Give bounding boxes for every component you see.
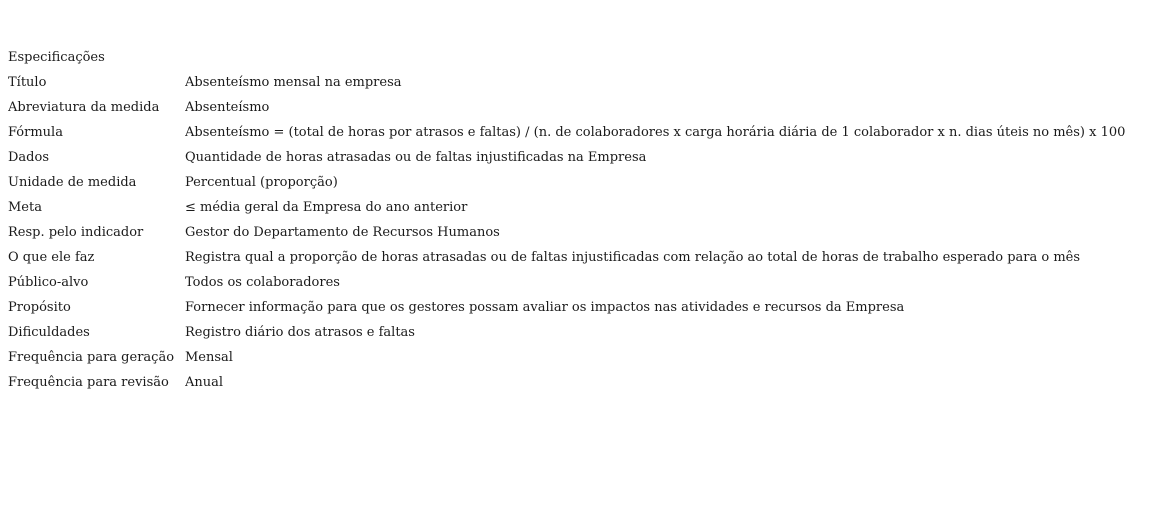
spec-row-formula (8, 120, 1146, 145)
spec-row-publico-alvo (8, 270, 1146, 295)
spec-row-frequencia-revisao (8, 370, 1146, 395)
spec-value: Anual (185, 375, 224, 390)
spec-label: Fórmula (8, 125, 63, 140)
spec-label: Frequência para revisão (8, 375, 169, 390)
spec-value: Fornecer informação para que os gestores possam avaliar os impactos nas atividades e recursos da Empresa (185, 300, 905, 315)
spec-row-meta (8, 195, 1146, 220)
spec-label: Meta (8, 200, 42, 215)
spec-row-unidade (8, 170, 1146, 195)
spec-row-abreviatura (8, 95, 1146, 120)
spec-value: Absenteísmo mensal na empresa (185, 75, 402, 90)
spec-row-titulo (8, 70, 1146, 95)
spec-value: Absenteísmo (185, 100, 270, 115)
spec-value: Registra qual a proporção de horas atrasadas ou de faltas injustificadas com relação ao total de horas de trabalho esperado para o mês (185, 250, 1081, 265)
spec-value: Quantidade de horas atrasadas ou de faltas injustificadas na Empresa (185, 150, 647, 165)
spec-value: Registro diário dos atrasos e faltas (185, 325, 415, 340)
spec-row-responsavel (8, 220, 1146, 245)
spec-value: Todos os colaboradores (185, 275, 340, 290)
spec-label: Título (8, 75, 47, 90)
spec-value: Percentual (proporção) (185, 175, 338, 190)
spec-label: Frequência para geração (8, 350, 175, 365)
spec-value: Gestor do Departamento de Recursos Humanos (185, 225, 500, 240)
spec-value: Mensal (185, 350, 233, 365)
spec-row-dados (8, 145, 1146, 170)
spec-value: ≤ média geral da Empresa do ano anterior (185, 200, 468, 215)
specifications-table (8, 45, 1146, 395)
spec-row-proposito (8, 295, 1146, 320)
spec-row-o-que-faz (8, 245, 1146, 270)
spec-label: Público-alvo (8, 275, 89, 290)
spec-row-frequencia-geracao (8, 345, 1146, 370)
spec-row-dificuldades (8, 320, 1146, 345)
spec-value: Absenteísmo = (total de horas por atrasos e faltas) / (n. de colaboradores x carga horária diária de 1 colaborador x n. dias úteis no mês) x 100 (185, 125, 1126, 140)
spec-label: O que ele faz (8, 250, 95, 265)
spec-label: Unidade de medida (8, 175, 137, 190)
specifications-heading: Especificações (8, 50, 105, 65)
spec-label: Resp. pelo indicador (8, 225, 144, 240)
spec-label: Dados (8, 150, 49, 165)
spec-label: Propósito (8, 300, 71, 315)
spec-label: Abreviatura da medida (8, 100, 160, 115)
spec-label: Dificuldades (8, 325, 90, 340)
